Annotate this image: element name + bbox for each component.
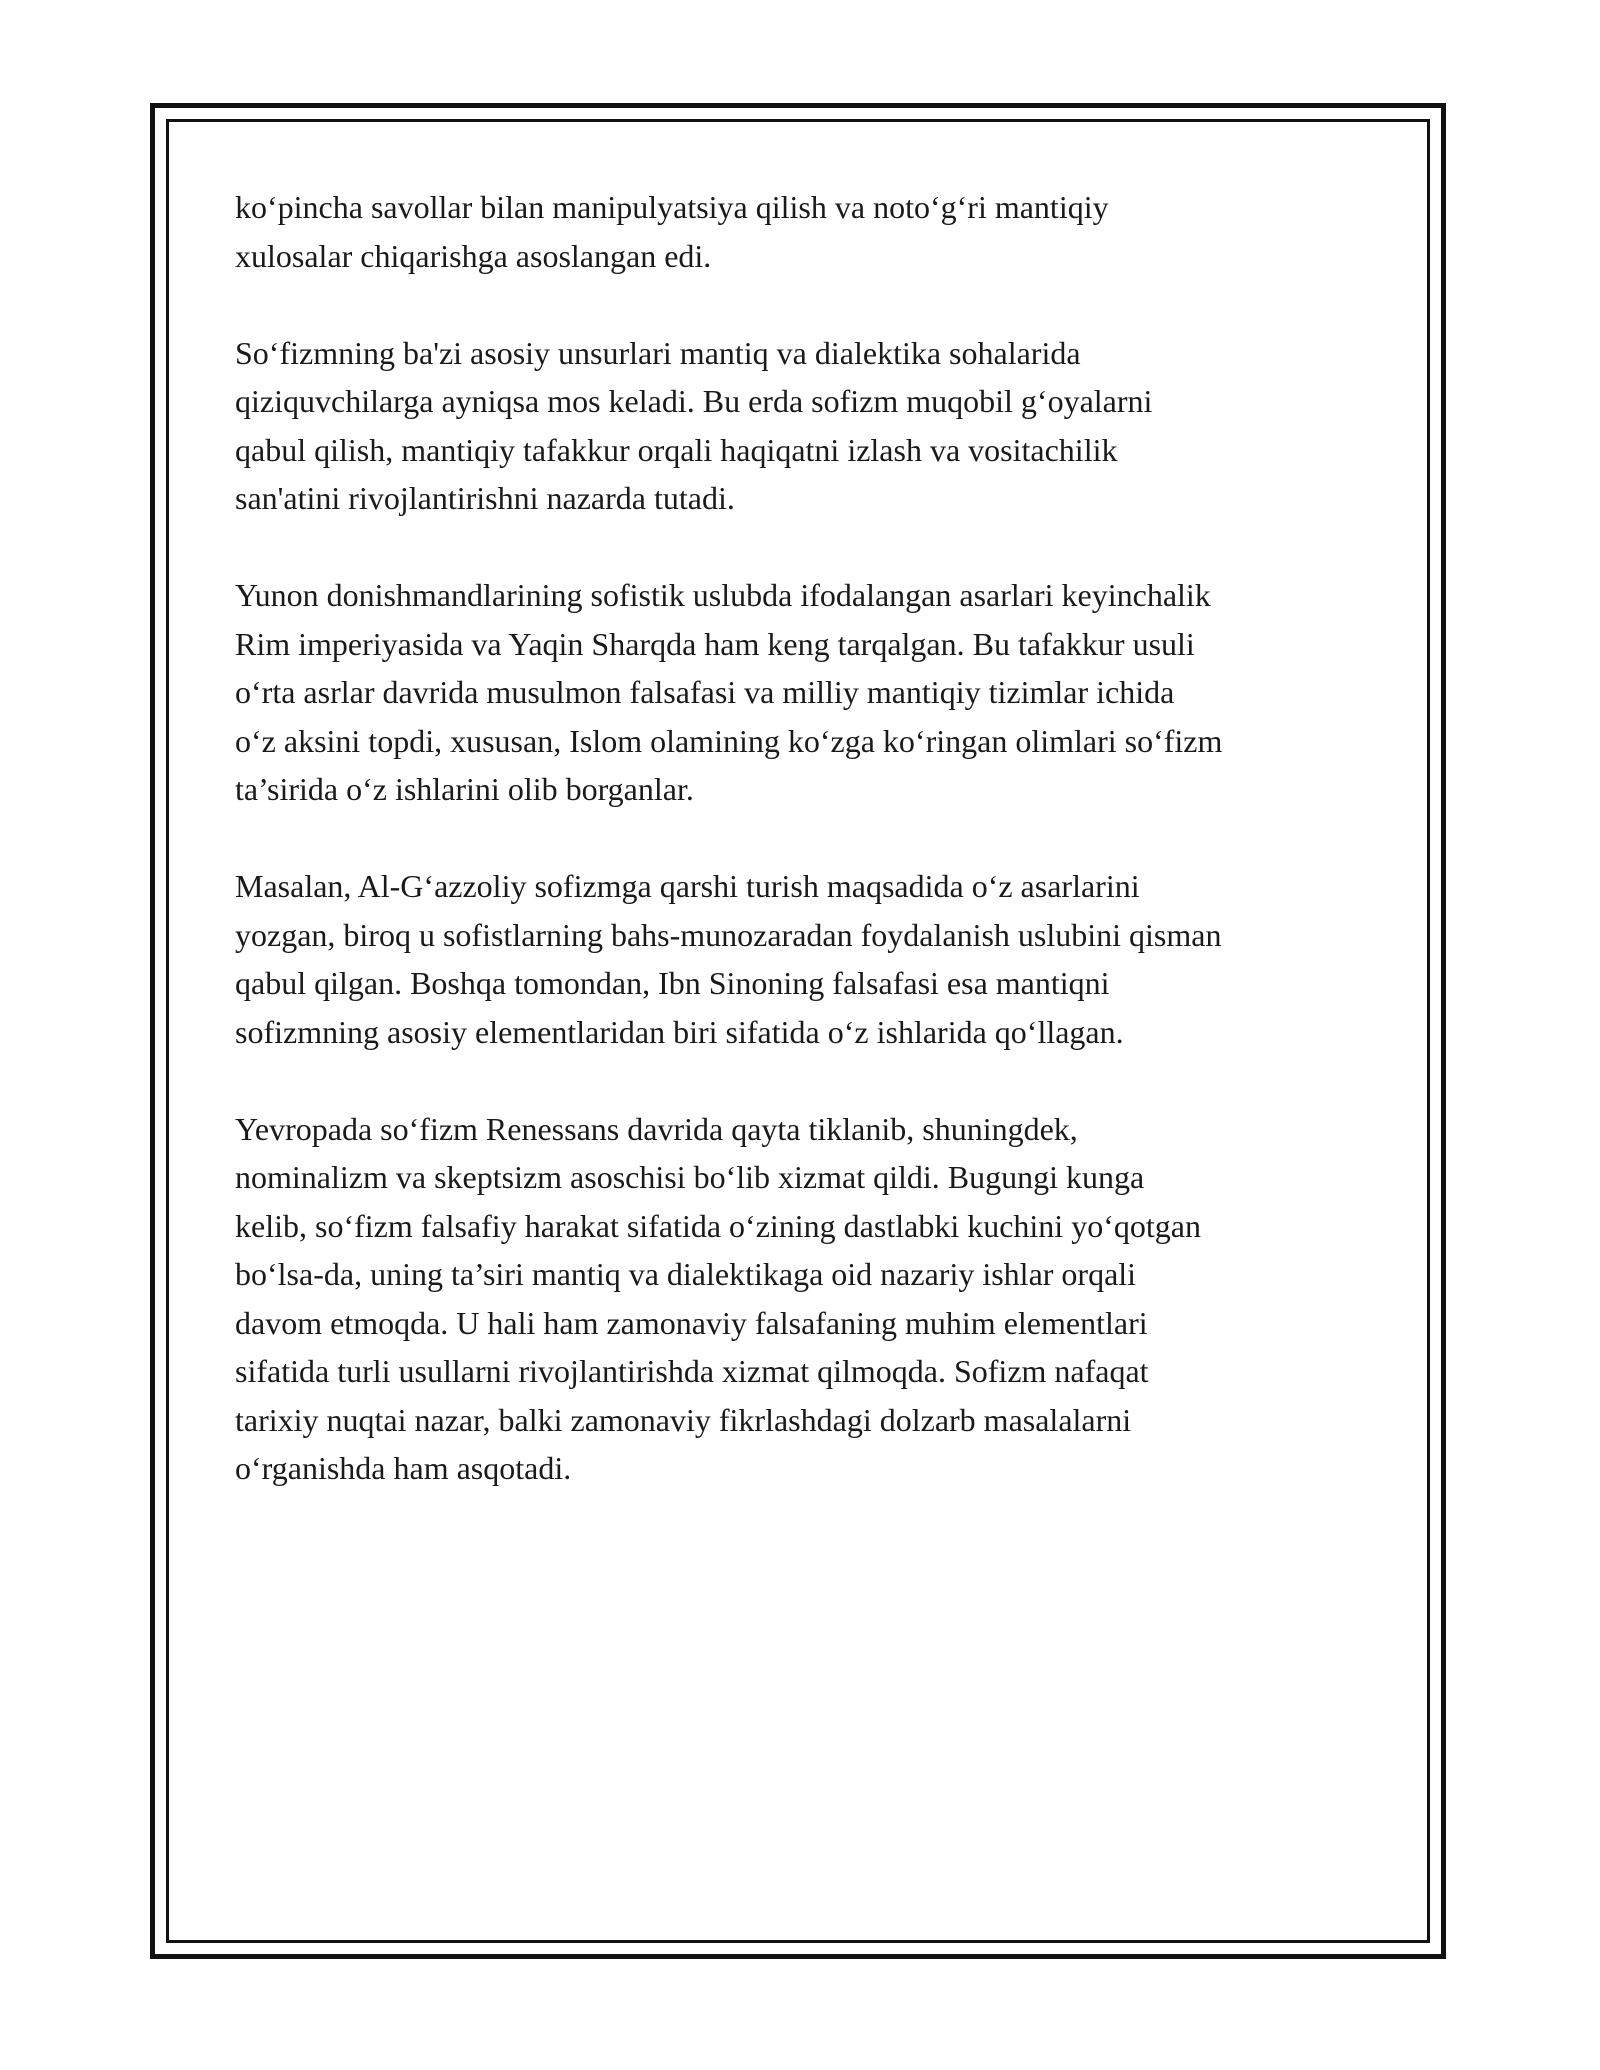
text-line: bo‘lsa-da, uning ta’siri mantiq va dialektikaga oid nazariy ishlar orqali [235,1256,1137,1292]
paragraph-5 [235,1105,1395,1493]
document-body [235,183,1395,1541]
paragraph-1 [235,183,1395,280]
text-line: san'atini rivojlantirishni nazarda tutadi. [235,480,735,516]
text-line: ko‘pincha savollar bilan manipulyatsiya qilish va noto‘g‘ri mantiqiy [235,189,1109,225]
text-line: o‘rganishda ham asqotadi. [235,1450,572,1486]
text-line: qabul qilish, mantiqiy tafakkur orqali haqiqatni izlash va vositachilik [235,431,1118,468]
text-line: ta’sirida o‘z ishlarini olib borganlar. [235,771,694,807]
text-line: sofizmning asosiy elementlaridan biri sifatida o‘z ishlarida qo‘llagan. [235,1013,1124,1050]
text-line: tarixiy nuqtai nazar, balki zamonaviy fikrlashdagi dolzarb masalalarni [235,1401,1132,1438]
text-line: kelib, so‘fizm falsafiy harakat sifatida o‘zining dastlabki kuchini yo‘qotgan [235,1207,1201,1244]
text-line: Yevropada so‘fizm Renessans davrida qayta tiklanib, shuningdek, [235,1110,1078,1147]
text-line: Masalan, Al-G‘azzoliy sofizmga qarshi turish maqsadida o‘z asarlarini [235,868,1140,904]
text-line: yozgan, biroq u sofistlarning bahs-munozaradan foydalanish uslubini qisman [235,916,1222,953]
text-line: qiziquvchilarga ayniqsa mos keladi. Bu erda sofizm muqobil g‘oyalarni [235,383,1153,419]
text-line: o‘rta asrlar davrida musulmon falsafasi va milliy mantiqiy tizimlar ichida [235,674,1175,710]
paragraph-3 [235,571,1395,814]
text-line: nominalizm va skeptsizm asoschisi bo‘lib xizmat qildi. Bugungi kunga [235,1159,1145,1195]
text-line: Yunon donishmandlarining sofistik uslubda ifodalangan asarlari keyinchalik [235,577,1211,613]
text-line: So‘fizmning ba'zi asosiy unsurlari mantiq va dialektika sohalarida [235,334,1081,371]
paragraph-2 [235,329,1395,523]
text-line: xulosalar chiqarishga asoslangan edi. [235,237,712,274]
paragraph-4 [235,862,1395,1056]
text-line: Rim imperiyasida va Yaqin Sharqda ham keng tarqalgan. Bu tafakkur usuli [235,625,1195,662]
text-line: sifatida turli usullarni rivojlantirishda xizmat qilmoqda. Sofizm nafaqat [235,1353,1149,1389]
text-line: o‘z aksini topdi, xususan, Islom olamining ko‘zga ko‘ringan olimlari so‘fizm [235,722,1223,759]
text-line: davom etmoqda. U hali ham zamonaviy falsafaning muhim elementlari [235,1304,1148,1341]
text-line: qabul qilgan. Boshqa tomondan, Ibn Sinoning falsafasi esa mantiqni [235,965,1110,1001]
